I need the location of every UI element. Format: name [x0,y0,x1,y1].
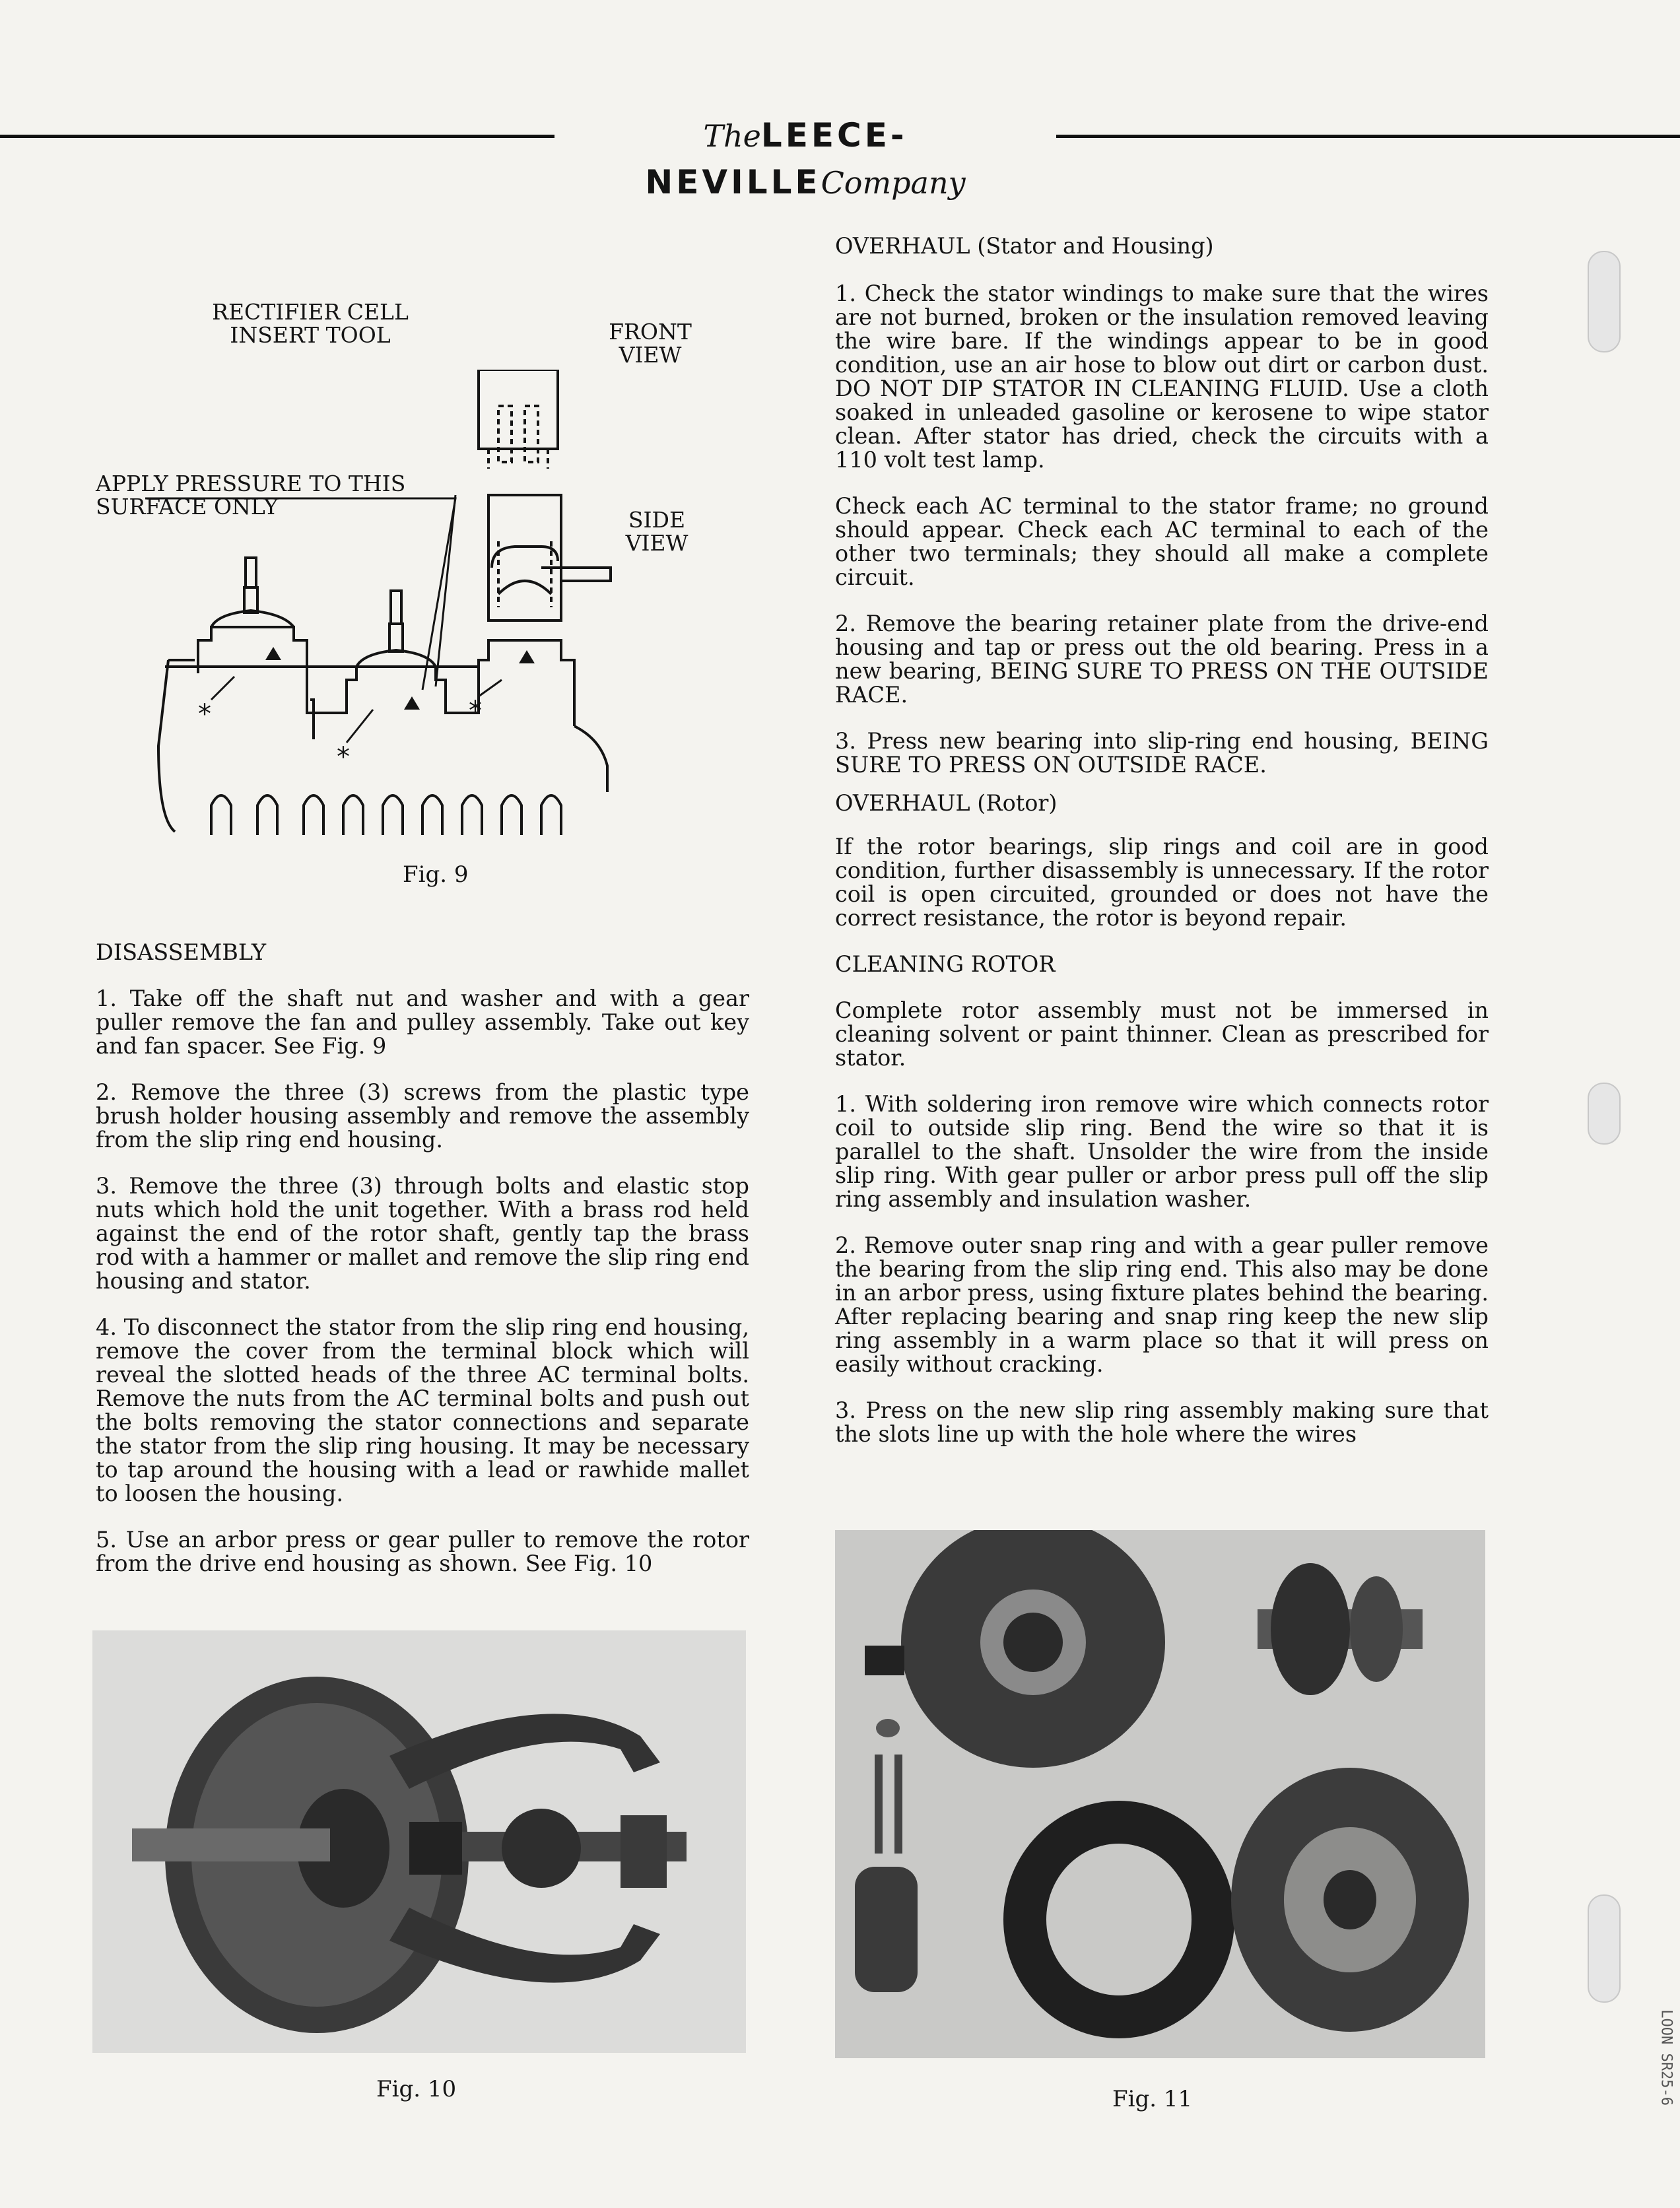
asterisk-markers [198,677,502,772]
fig9-label-pressure: APPLY PRESSURE TO THIS SURFACE ONLY [96,471,406,519]
overhaul-rotor-heading: OVERHAUL (Rotor) [835,790,1058,816]
fig11-photo [835,1530,1485,2058]
stator-ac-check: Check each AC terminal to the stator frame; no ground should appear. Check each AC terminal to each of the other two terminals; they should all make a complete circuit. [835,493,1489,590]
brand-name: LEECE-NEVILLE [645,116,908,201]
cleaning-step-1: 1. With soldering iron remove wire which connects rotor coil to outside slip ring. Bend the wire so that it is parallel to the shaft. Unsolder the wire from the inside slip ring. With gear puller or arbor press pull off the slip ring assembly and insulation washer. [835,1091,1489,1212]
brand-suffix: Company [821,165,966,201]
fig9-caption: Fig. 9 [403,861,469,888]
rotor-intro: If the rotor bearings, slip rings and coil are in good condition, further disassembly is unnecessary. If the rotor coil is open circuited, grounded or does not have the correct resistance, the rotor is beyond repair. [835,834,1489,931]
fig9-label-tool: RECTIFIER CELL INSERT TOOL [212,299,409,348]
cleaning-rotor-heading: CLEANING ROTOR [835,951,1056,977]
right-column [835,234,1489,1469]
brand-prefix: The [703,118,761,154]
fig10-caption: Fig. 10 [376,2076,457,2102]
binder-hole-top [1588,251,1621,352]
cleaning-step-2: 2. Remove outer snap ring and with a gear puller remove the bearing from the slip ring end. This also may be done in an arbor press, using fixture plates behind the bearing. After replacing bearing and snap ring keep the new slip ring assembly in a warm place so that it will press on easily without cracking. [835,1232,1489,1377]
header-rule-right [1050,135,1680,138]
disassembly-heading: DISASSEMBLY [96,939,267,965]
housing-body [158,558,607,835]
disassembly-step-2: 2. Remove the three (3) screws from the plastic type brush holder housing assembly and remove the assembly from the slip ring end housing. [96,1079,749,1153]
disassembly-step-1: 1. Take off the shaft nut and washer and with a gear puller remove the fan and pulley assembly. Take out key and fan spacer. See Fig. 9 [96,986,749,1059]
fig9-label-front: FRONT VIEW [609,319,692,368]
binder-hole-middle [1588,1083,1621,1145]
left-column [96,941,749,1598]
fig11-caption: Fig. 11 [1112,2086,1193,2112]
stator-step-3: 3. Press new bearing into slip-ring end housing, BEING SURE TO PRESS ON OUTSIDE RACE. [835,728,1489,778]
disassembly-step-5: 5. Use an arbor press or gear puller to remove the rotor from the drive end housing as shown. See Fig. 10 [96,1527,749,1576]
svg-text:*: * [469,696,482,726]
front-view-tool [479,370,558,469]
disassembly-step-4: 4. To disconnect the stator from the slip ring end housing, remove the cover from the terminal block which will reveal the slotted heads of the three AC terminal bolts. Remove the nuts from the AC terminal bolts and push out the bolts removing the stator connections and separate the stator from the slip ring housing. It may be necessary to tap around the housing with a lead or rawhide mallet to loosen the housing. [96,1314,749,1506]
binder-hole-bottom [1588,1894,1621,2003]
side-code: LOON SR25-6 [1658,2009,1675,2106]
fig9-diagram [145,370,726,845]
side-view-tool [488,495,611,620]
disassembly-step-3: 3. Remove the three (3) through bolts and elastic stop nuts which hold the unit together. With a brass rod held against the end of the rotor shaft, gently tap the brass rod with a hammer or mallet and remove the slip ring end housing and stator. [96,1173,749,1294]
cleaning-intro: Complete rotor assembly must not be immersed in cleaning solvent or paint thinner. Clean as prescribed for stator. [835,997,1489,1071]
fig9-label-side: SIDE VIEW [625,507,689,556]
fig10-photo [92,1630,746,2053]
stator-step-1: 1. Check the stator windings to make sure that the wires are not burned, broken or the insulation removed leaving the wire bare. If the windings appear to be in good condition, use an air hose to blow out dirt or carbon dust. DO NOT DIP STATOR IN CLEANING FLUID. Use a cloth soaked in unleaded gasoline or kerosene to wipe stator clean. After stator has dried, check the circuits with a 110 volt test lamp. [835,281,1489,473]
header-rule-left [0,135,561,138]
brand-header [554,112,1056,206]
svg-text:*: * [198,699,211,729]
cleaning-step-3: 3. Press on the new slip ring assembly making sure that the slots line up with the hole where the wires [835,1397,1489,1447]
overhaul-stator-heading: OVERHAUL (Stator and Housing) [835,233,1214,259]
svg-text:*: * [337,742,350,772]
stator-step-2: 2. Remove the bearing retainer plate from the drive-end housing and tap or press out the old bearing. Press in a new bearing, BEING SURE TO PRESS ON THE OUTSIDE RACE. [835,611,1489,708]
